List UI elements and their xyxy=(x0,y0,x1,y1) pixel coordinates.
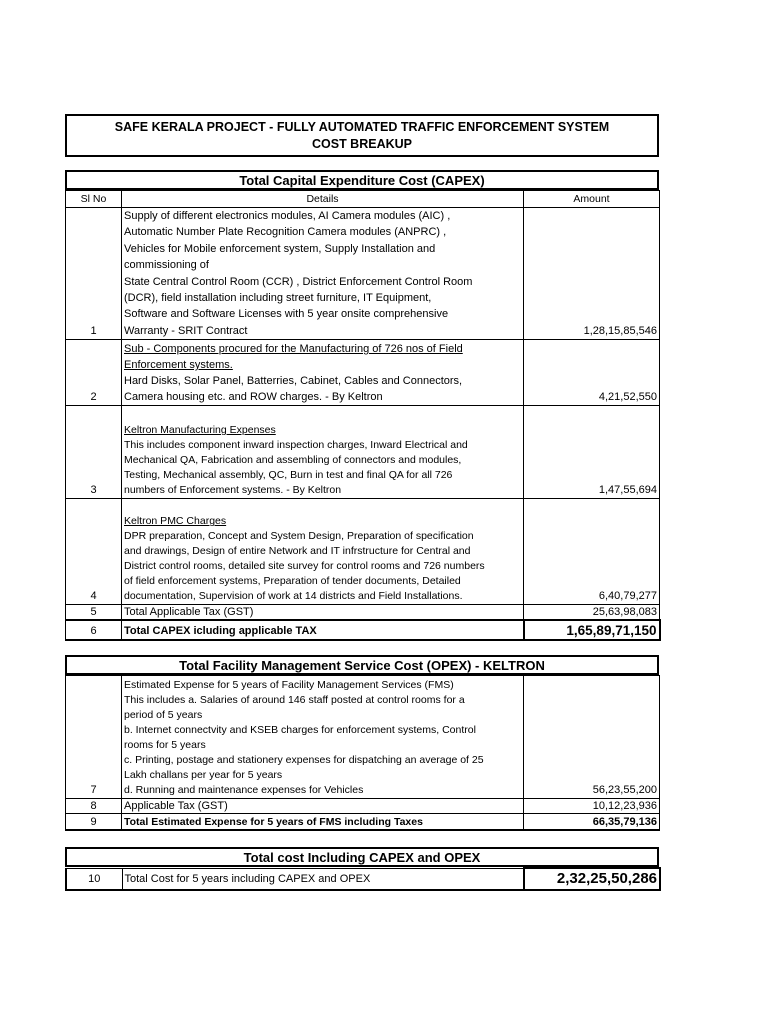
col-amount-header: Amount xyxy=(524,191,660,208)
row-amount: 1,28,15,85,546 xyxy=(524,208,660,340)
table-row xyxy=(66,605,660,621)
detail-heading: Enforcement systems. xyxy=(124,359,233,372)
detail-line: Hard Disks, Solar Panel, Batterries, Cabinet, Cables and Connectors, xyxy=(124,375,463,388)
document-title: SAFE KERALA PROJECT - FULLY AUTOMATED TRAFFIC ENFORCEMENT SYSTEM xyxy=(114,120,610,134)
detail-line: numbers of Enforcement systems. - By Keltron xyxy=(124,484,342,497)
document-subtitle: COST BREAKUP xyxy=(311,137,412,151)
table-row xyxy=(66,208,660,340)
row-details xyxy=(122,499,524,605)
table-row xyxy=(66,799,660,814)
grand-total-row xyxy=(66,868,660,890)
opex-table xyxy=(65,675,660,831)
row-amount: 4,21,52,550 xyxy=(524,340,660,406)
detail-line: This includes component inward inspection charges, Inward Electrical and xyxy=(124,439,468,452)
table-row xyxy=(66,676,660,799)
detail-line: period of 5 years xyxy=(124,709,203,721)
detail-line: Lakh challans per year for 5 years xyxy=(124,769,283,781)
capex-table xyxy=(65,190,661,641)
detail-line: and drawings, Design of entire Network and IT infrstructure for Central and xyxy=(124,545,471,558)
grand-total-label: Total Cost for 5 years including CAPEX and OPEX xyxy=(122,868,524,890)
row-sl: 9 xyxy=(66,814,122,830)
detail-line: of field enforcement systems, Preparation of tender documents, Detailed xyxy=(124,575,461,588)
detail-line: Camera housing etc. and ROW charges. - By Keltron xyxy=(124,391,383,404)
detail-line: Estimated Expense for 5 years of Facility Management Services (FMS) xyxy=(124,679,454,691)
detail-line: This includes a. Salaries of around 146 staff posted at control rooms for a xyxy=(124,694,465,706)
row-sl: 7 xyxy=(66,676,122,799)
opex-heading: Total Facility Management Service Cost (OPEX) - KELTRON xyxy=(65,655,659,675)
table-row xyxy=(66,406,660,499)
row-amount: 25,63,98,083 xyxy=(524,605,660,621)
row-sl: 2 xyxy=(66,340,122,406)
detail-line: State Central Control Room (CCR) , District Enforcement Control Room xyxy=(124,275,473,288)
detail-line: Warranty - SRIT Contract xyxy=(124,324,248,337)
table-row xyxy=(66,499,660,605)
row-sl: 10 xyxy=(66,868,122,890)
capex-heading: Total Capital Expenditure Cost (CAPEX) xyxy=(65,170,659,190)
row-sl: 5 xyxy=(66,605,122,621)
detail-line: District control rooms, detailed site survey for control rooms and 726 numbers xyxy=(124,560,485,573)
capex-total-row xyxy=(66,620,660,640)
opex-total-row xyxy=(66,814,660,830)
row-sl: 8 xyxy=(66,799,122,814)
detail-line: Automatic Number Plate Recognition Camera modules (ANPRC) , xyxy=(124,226,447,239)
detail-line: Testing, Mechanical assembly, QC, Burn in test and final QA for all 726 xyxy=(124,469,453,482)
row-details xyxy=(122,676,524,799)
detail-line: d. Running and maintenance expenses for Vehicles xyxy=(124,784,364,796)
detail-line: Software and Software Licenses with 5 year onsite comprehensive xyxy=(124,308,449,321)
row-amount: 10,12,23,936 xyxy=(524,799,660,814)
row-sl: 3 xyxy=(66,406,122,499)
detail-line: c. Printing, postage and stationery expenses for dispatching an average of 25 xyxy=(124,754,484,766)
grand-total-heading: Total cost Including CAPEX and OPEX xyxy=(65,847,659,867)
row-detail: Total Applicable Tax (GST) xyxy=(122,605,524,621)
capex-header-row xyxy=(66,191,660,208)
row-details xyxy=(122,340,524,406)
detail-heading: Keltron Manufacturing Expenses xyxy=(124,424,276,437)
grand-total-amount: 2,32,25,50,286 xyxy=(524,868,660,890)
detail-line: (DCR), field installation including street furniture, IT Equipment, xyxy=(124,292,432,305)
col-sl-header: Sl No xyxy=(66,191,122,208)
row-sl: 1 xyxy=(66,208,122,340)
detail-line: rooms for 5 years xyxy=(124,739,206,751)
grand-total-table xyxy=(65,867,661,891)
detail-heading: Sub - Components procured for the Manufacturing of 726 nos of Field xyxy=(124,343,463,356)
row-details xyxy=(122,208,524,340)
row-amount: 6,40,79,277 xyxy=(524,499,660,605)
opex-total-amount: 66,35,79,136 xyxy=(524,814,660,830)
detail-line: commissioning of xyxy=(124,259,209,272)
detail-heading: Keltron PMC Charges xyxy=(124,515,227,528)
detail-line: Supply of different electronics modules, AI Camera modules (AIC) , xyxy=(124,210,451,222)
row-details xyxy=(122,406,524,499)
row-amount: 1,47,55,694 xyxy=(524,406,660,499)
detail-line: Mechanical QA, Fabrication and assembling of connectors and modules, xyxy=(124,454,462,467)
row-detail: Applicable Tax (GST) xyxy=(122,799,524,814)
opex-total-label: Total Estimated Expense for 5 years of FMS including Taxes xyxy=(122,814,524,830)
document-title-box xyxy=(65,114,659,157)
detail-line: documentation, Supervision of work at 14 districts and Field Installations. xyxy=(124,590,463,603)
row-sl: 6 xyxy=(66,620,122,640)
detail-line: Vehicles for Mobile enforcement system, Supply Installation and xyxy=(124,242,436,255)
row-amount: 56,23,55,200 xyxy=(524,676,660,799)
capex-total-amount: 1,65,89,71,150 xyxy=(524,620,660,640)
capex-total-label: Total CAPEX icluding applicable TAX xyxy=(122,620,524,640)
detail-line: b. Internet connectvity and KSEB charges for enforcement systems, Control xyxy=(124,724,476,736)
col-details-header: Details xyxy=(122,191,524,208)
table-row xyxy=(66,340,660,406)
detail-line: DPR preparation, Concept and System Design, Preparation of specification xyxy=(124,530,474,543)
row-sl: 4 xyxy=(66,499,122,605)
